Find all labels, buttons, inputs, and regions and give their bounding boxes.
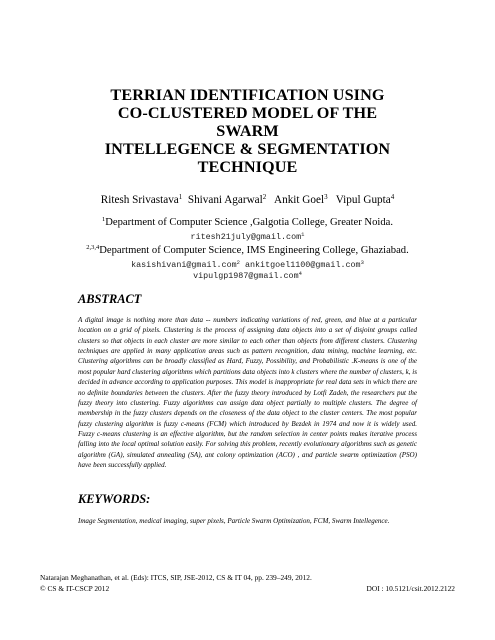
email-sup: 4	[298, 270, 302, 277]
citation-footer: Natarajan Meghanathan, et al. (Eds): ITCS, SIP, JSE-2012, CS & IT 04, pp. 239–249, 2012.	[40, 573, 312, 582]
author-list	[40, 194, 455, 206]
email-line	[20, 232, 475, 242]
title-line: CO-CLUSTERED MODEL OF THE	[117, 104, 378, 122]
author-sup: 2	[262, 193, 267, 201]
abstract-heading: ABSTRACT	[78, 292, 142, 306]
author-name: Ankit Goel	[274, 194, 325, 206]
title-line: SWARM	[216, 122, 279, 140]
affiliation	[20, 245, 475, 256]
affiliation-sup: 2,3,4	[86, 244, 100, 251]
author-sup: 4	[390, 193, 395, 201]
email-address[interactable]: vipulgp1987@gmail.com	[193, 271, 299, 281]
author-name: Vipul Gupta	[335, 194, 391, 206]
author-name: Shivani Agarwal	[187, 194, 263, 206]
title-line: TERRIAN IDENTIFICATION USING	[110, 86, 385, 104]
affiliation-text: Department of Computer Science, IMS Engineering College, Ghaziabad.	[99, 245, 409, 256]
email-line	[20, 271, 475, 281]
email-line	[20, 260, 475, 270]
affiliation	[20, 217, 475, 228]
email-sup: 3	[360, 259, 364, 266]
email-address[interactable]: kasishivani@gmail.com	[131, 260, 237, 270]
author-sup: 1	[178, 193, 183, 201]
author-name: Ritesh Srivastava	[100, 194, 179, 206]
email-address[interactable]: ritesh21july@gmail.com	[190, 232, 302, 242]
title-line: TECHNIQUE	[197, 158, 298, 176]
keywords-heading: KEYWORDS:	[78, 492, 151, 506]
doi-text[interactable]: DOI : 10.5121/csit.2012.2122	[366, 584, 455, 593]
email-sup: 1	[301, 231, 305, 238]
paper-title	[70, 86, 425, 176]
copyright-footer	[40, 584, 455, 593]
title-line: INTELLEGENCE & SEGMENTATION	[104, 140, 391, 158]
email-address[interactable]: ankitgoel1100@gmail.com	[244, 260, 361, 270]
abstract-body: A digital image is nothing more than data -- numbers indicating variations of red, green, and blue at a particular location on a grid of pixels. Clustering is the process of assigning data objects into a set of disjoint groups called clusters so that objects in each cluster are more similar to each other than objects from different clusters. Clustering techniques are applied in many application areas such as pattern recognition, data mining, machine learning, etc. Clustering algorithms can be broadly classified as Hard, Fuzzy, Possibility, and Probabilistic .K-means is one of the most popular hard clustering algorithms which partitions data objects into k clusters where the number of clusters, k, is decided in advance according to application purposes. This model is inappropriate for real data sets in which there are no definite boundaries between the clusters. After the fuzzy theory introduced by Lotfi Zadeh, the researchers put the fuzzy theory into clustering. Fuzzy algorithms can assign data object partially to multiple clusters. The degree of membership in the fuzzy clusters depends on the closeness of the data object to the cluster centers. The most popular fuzzy clustering algorithm is fuzzy c-means (FCM) which introduced by Bezdek in 1974 and now it is widely used. Fuzzy c-means clustering is an effective algorithm, but the random selection in center points makes iterative process falling into the local optimal solution easily. For solving this problem, recently evolutionary algorithms such as genetic algorithm (GA), simulated annealing (SA), ant colony optimization (ACO) , and particle swarm optimization (PSO) have been successfully applied.	[78, 316, 417, 470]
affiliation-sup: 1	[102, 216, 106, 223]
affiliation-text: Department of Computer Science ,Galgotia College, Greater Noida.	[105, 217, 393, 228]
email-sup: 2	[236, 259, 240, 266]
author-sup: 3	[324, 193, 328, 201]
keywords-body: Image Segmentation, medical imaging, super pixels, Particle Swarm Optimization, FCM, Swarm Intellegence.	[78, 517, 390, 525]
copyright-text: © CS & IT-CSCP 2012	[40, 584, 110, 593]
